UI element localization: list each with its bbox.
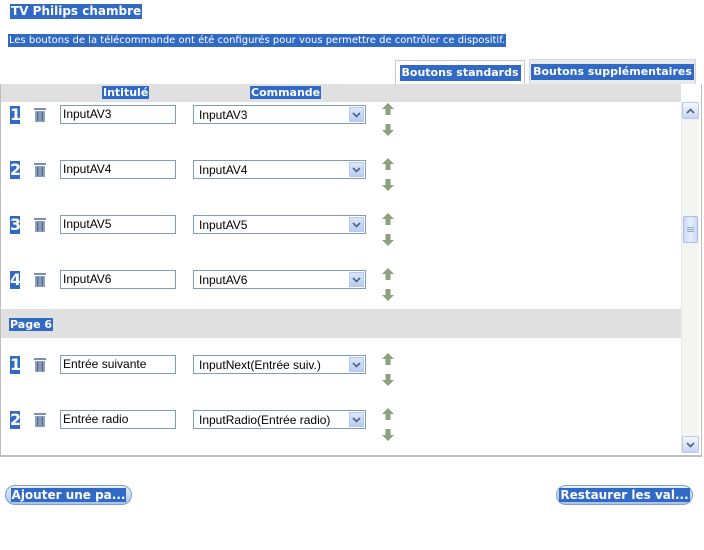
label-input[interactable] [60,105,176,124]
row-number: 3 [10,215,22,234]
vertical-scrollbar[interactable] [681,102,699,453]
arrow-down-icon[interactable] [381,233,395,247]
list-item [1,212,681,268]
command-value: InputRadio(Entrée radio) [199,413,331,427]
page-separator [1,309,681,338]
command-select[interactable] [193,160,366,179]
trash-icon[interactable] [31,272,49,288]
command-select[interactable] [193,355,366,374]
command-value: InputNext(Entrée suiv.) [199,358,321,372]
row-number: 1 [10,355,22,374]
column-label-header: Intitulé [103,86,149,99]
arrow-up-icon[interactable] [381,407,395,421]
column-header [1,84,681,102]
list-item [1,157,681,213]
arrow-up-icon[interactable] [381,352,395,366]
page-separator-label: Page 6 [10,318,53,331]
arrow-up-icon[interactable] [381,267,395,281]
arrow-up-icon[interactable] [381,102,395,116]
add-page-label: Ajouter une pa... [11,488,126,502]
chevron-down-icon[interactable] [349,357,364,372]
buttons-panel [0,84,702,457]
command-value: InputAV3 [199,108,248,122]
description-text: Les boutons de la télécommande ont été configurés pour vous permettre de contrôler ce dispositif. [9,35,506,46]
arrow-down-icon[interactable] [381,178,395,192]
label-input[interactable] [60,160,176,179]
command-select[interactable] [193,105,366,124]
column-command-header: Commande [251,86,321,99]
arrow-down-icon[interactable] [381,428,395,442]
row-number: 2 [10,410,22,429]
arrow-up-icon[interactable] [381,157,395,171]
command-select[interactable] [193,270,366,289]
command-value: InputAV5 [199,218,248,232]
chevron-down-icon[interactable] [349,412,364,427]
label-input[interactable] [60,355,176,374]
tab-standard-buttons[interactable] [395,60,525,85]
row-number: 2 [10,160,22,179]
scroll-up-icon[interactable] [682,102,699,119]
command-select[interactable] [193,410,366,429]
label-input[interactable] [60,215,176,234]
command-value: InputAV6 [199,273,248,287]
arrow-up-icon[interactable] [381,212,395,226]
trash-icon[interactable] [31,162,49,178]
row-number: 1 [10,105,22,124]
trash-icon[interactable] [31,412,49,428]
add-page-button[interactable] [5,485,132,505]
scroll-down-icon[interactable] [682,436,699,453]
arrow-down-icon[interactable] [381,288,395,302]
chevron-down-icon[interactable] [349,107,364,122]
arrow-down-icon[interactable] [381,123,395,137]
scrollbar-thumb[interactable] [683,216,698,243]
chevron-down-icon[interactable] [349,162,364,177]
trash-icon[interactable] [31,217,49,233]
command-select[interactable] [193,215,366,234]
restore-defaults-button[interactable] [556,485,693,505]
label-input[interactable] [60,270,176,289]
chevron-down-icon[interactable] [349,217,364,232]
device-title: TV Philips chambre [11,4,142,18]
tab-extra-label: Boutons supplémentaires [533,65,692,78]
list-item [1,352,681,408]
list-item [1,102,681,158]
tab-extra-buttons[interactable] [529,59,696,84]
command-value: InputAV4 [199,163,248,177]
chevron-down-icon[interactable] [349,272,364,287]
trash-icon[interactable] [31,357,49,373]
trash-icon[interactable] [31,107,49,123]
label-input[interactable] [60,410,176,429]
row-number: 4 [10,270,22,289]
restore-defaults-label: Restaurer les val... [560,488,689,502]
arrow-down-icon[interactable] [381,373,395,387]
list-item [1,407,681,457]
tab-standard-label: Boutons standards [401,66,519,79]
